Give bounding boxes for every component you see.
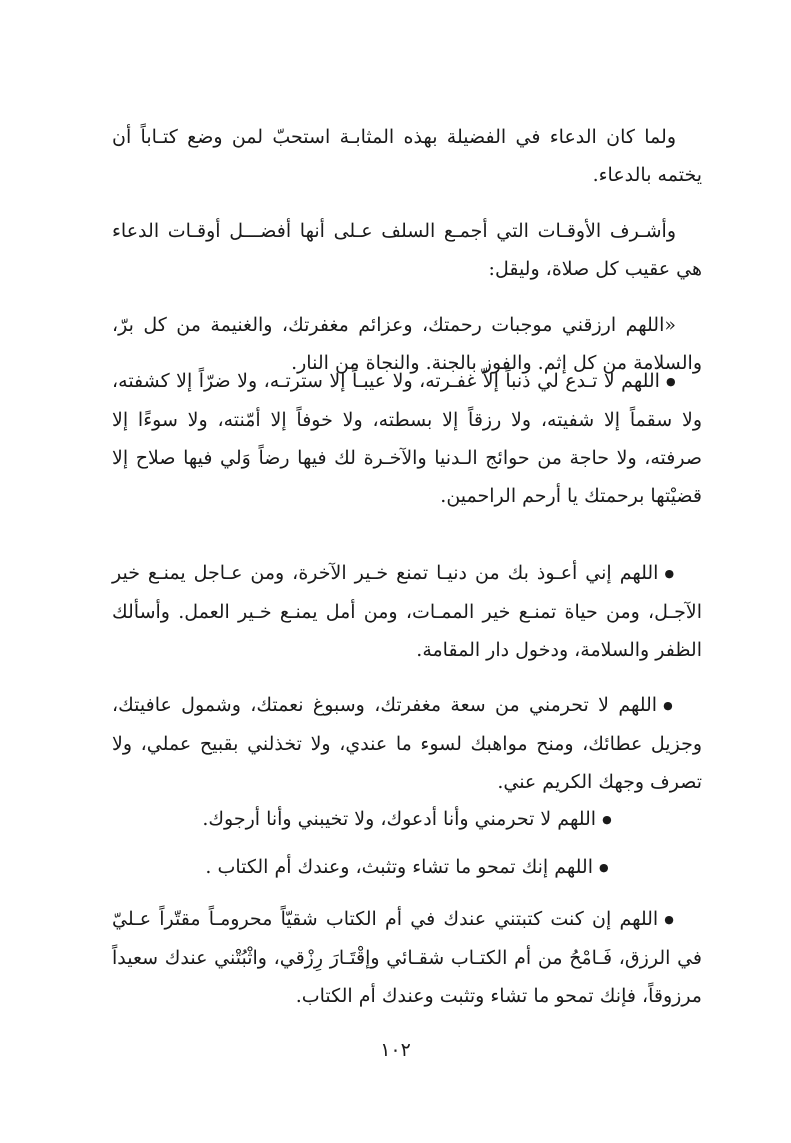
paragraph-dua-forgiveness: ● اللهم لا تحرمني من سعة مغفرتك، وسبوغ نعمتك، وشمول عافيتك، وجزيل عطائك، ومنح مواهبك لسوء ما عندي، ولا تخذلني بقبيح عملي، ولا تصرف وجهك الكريم عني. [112, 686, 702, 801]
book-page [112, 0, 702, 1143]
paragraph-best-times: وأشـرف الأوقـات التي أجمـع السلف عـلى أنها أفضـــل أوقـات الدعاء هي عقيب كل صلاة، وليقل: [112, 220, 702, 280]
paragraph-dua-sins: ● اللهم لا تـدع لي ذنباً إلاّ غفـرته، ولا عيبـاً إلا سترتـه، ولا ضرّاً إلا كشفته، ولا سقماً إلا شفيته، ولا رزقاً إلا بسطته، ولا خوفاً إلا أمّنته، ولا سوءًا إلا صرفته، ولا حاجة من حوائج الـدنيا والآخـرة لك فيها رضاً وَلي فيها صلاح إلا قضيْتها برحمتك يا أرحم الراحمين. [112, 362, 702, 515]
paragraph-dua-mercy: «اللهم ارزقني موجبات رحمتك، وعزائم مغفرتك، والغنيمة من كل برّ، والسلامة من كل إثم. والفوز بالجنة. والنجاة من النار. [112, 314, 702, 374]
paragraph-dua-erase-confirm: ● اللهم إنك تمحو ما تشاء وتثبث، وعندك أم الكتاب . [112, 848, 702, 887]
paragraph-dua-do-not-deprive: ● اللهم لا تحرمني وأنا أدعوك، ولا تخيبني وأنا أرجوك. [112, 800, 702, 839]
page-number: ١٠٢ [380, 1039, 411, 1061]
paragraph-dua-book: ● اللهم إن كنت كتبتني عندك في أم الكتاب شقيّاً محرومـاً مقتّراً عـليّ في الرزق، فَـامْحُ من أم الكتـاب شقـائي وإقْتَـارَ رِزْقي، واثْبُتْني عندك سعيداً مرزوقاً، فإنك تمحو ما تشاء وتثبت وعندك أم الكتاب. [112, 900, 702, 1015]
paragraph-dua-refuge: ● اللهم إني أعـوذ بك من دنيـا تمنع خـير الآخرة، ومن عـاجل يمنـع خير الآجـل، ومن حياة تمنـع خير الممـات، ومن أمل يمنـع خـير العمل. وأسألك الظفر والسلامة، ودخول دار المقامة. [112, 554, 702, 669]
paragraph-intro: ولما كان الدعاء في الفضيلة بهذه المثابـة استحبّ لمن وضع كتـاباً أن يختمه بالدعاء. [112, 126, 702, 186]
